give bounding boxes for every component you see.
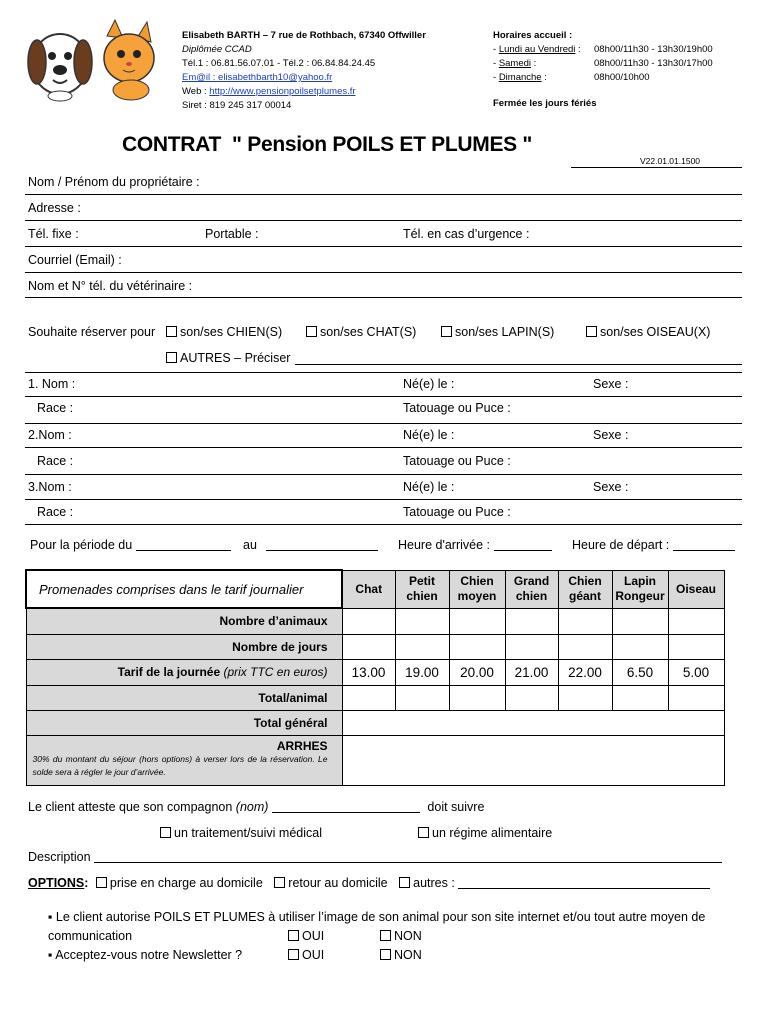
period-from-input[interactable] (136, 550, 231, 551)
field-line[interactable] (25, 246, 742, 247)
animal-born-label: Né(e) le : (403, 377, 455, 391)
field-line[interactable] (25, 272, 742, 273)
hours-row: - Dimanche : 08h00/10h00 (493, 72, 650, 83)
vet-label: Nom et N° tél. du vétérinaire : (28, 279, 193, 293)
row-label: Nombre de jours (26, 634, 342, 659)
field-line[interactable] (25, 474, 742, 475)
tariff-table (25, 569, 725, 786)
rate-cell: 5.00 (668, 659, 724, 685)
col-header: Chien moyen (449, 570, 505, 608)
animal-race-label: Race : (37, 454, 74, 468)
image-consent-text: ▪ Le client autorise POILS ET PLUMES à utiliser l’image de son animal pour son site internet et/ou tout autre moyen de (48, 910, 706, 924)
rate-cell: 22.00 (558, 659, 612, 685)
row-label: Total général (26, 710, 342, 735)
arrhes-cell: ARRHES 30% du montant du séjour (hors options) à verser lors de la réservation. Le solde sera à régler le jour d’arrivée. (26, 735, 342, 785)
rate-cell: 21.00 (505, 659, 558, 685)
opening-hours (493, 29, 763, 111)
col-header: Chat (342, 570, 395, 608)
animal-tattoo-label: Tatouage ou Puce : (403, 401, 511, 415)
checkbox-icon[interactable] (166, 352, 177, 363)
field-line[interactable] (25, 220, 742, 221)
animal-tattoo-label: Tatouage ou Puce : (403, 454, 511, 468)
table-row (26, 659, 724, 685)
animal-name-label: 1. Nom : (28, 377, 76, 391)
options-row: OPTIONS: prise en charge au domicile retour au domicile autres : (28, 876, 710, 890)
col-header: Lapin Rongeur (612, 570, 668, 608)
checkbox-lapin[interactable]: son/ses LAPIN(S) (441, 325, 554, 339)
col-header: Oiseau (668, 570, 724, 608)
checkbox-diet[interactable]: un régime alimentaire (418, 826, 552, 840)
checkbox-icon[interactable] (441, 326, 452, 337)
field-line[interactable] (25, 194, 742, 195)
checkbox-treatment[interactable]: un traitement/suivi médical (160, 826, 322, 840)
checkbox-newsletter-non[interactable]: NON (380, 948, 422, 962)
animal-race-label: Race : (37, 505, 74, 519)
checkbox-newsletter-oui[interactable]: OUI (288, 948, 324, 962)
rate-cell: 13.00 (342, 659, 395, 685)
image-consent-text-2: communication (48, 929, 133, 943)
autres-input-line[interactable] (295, 364, 742, 365)
period-from: Pour la période du (30, 538, 231, 552)
hours-row: - Samedi : 08h00/11h30 - 13h30/17h00 (493, 58, 713, 69)
col-header: Grand chien (505, 570, 558, 608)
logo (15, 14, 163, 102)
diploma: Diplômée CCAD (182, 44, 252, 55)
col-header: Chien géant (558, 570, 612, 608)
departure-input[interactable] (673, 550, 735, 551)
rate-cell: 6.50 (612, 659, 668, 685)
checkbox-icon[interactable] (380, 949, 391, 960)
email-link[interactable]: elisabethbarth10@yahoo.fr (218, 72, 333, 83)
checkbox-icon[interactable] (306, 326, 317, 337)
email-field-label: Courriel (Email) : (28, 253, 122, 267)
siret: Siret : 819 245 317 00014 (182, 100, 292, 111)
table-row (26, 735, 724, 785)
animal-tattoo-label: Tatouage ou Puce : (403, 505, 511, 519)
field-line[interactable] (25, 396, 742, 397)
field-line[interactable] (25, 524, 742, 525)
row-label: Total/animal (26, 685, 342, 710)
checkbox-icon[interactable] (288, 930, 299, 941)
owner-line: Elisabeth BARTH – 7 rue de Rothbach, 67340 Offwiller (182, 30, 426, 41)
arrhes-value-cell[interactable] (342, 735, 724, 785)
hours-row: - Lundi au Vendredi : 08h00/11h30 - 13h30/19h00 (493, 44, 713, 55)
checkbox-icon[interactable] (399, 877, 410, 888)
portable-label: Portable : (205, 227, 259, 241)
checkbox-image-oui[interactable]: OUI (288, 929, 324, 943)
email-label: Em@il : (182, 72, 219, 83)
total-general-cell[interactable] (342, 710, 724, 735)
table-header-label: Promenades comprises dans le tarif journalier (26, 570, 342, 608)
animal-name-label: 3.Nom : (28, 480, 72, 494)
period-to: au (243, 538, 378, 552)
version: V22.01.01.1500 (640, 156, 701, 166)
table-row (26, 685, 724, 710)
checkbox-chien[interactable]: son/ses CHIEN(S) (166, 325, 282, 339)
checkbox-image-non[interactable]: NON (380, 929, 422, 943)
field-line[interactable] (25, 447, 742, 448)
animal-race-label: Race : (37, 401, 74, 415)
animal-name-label: 2.Nom : (28, 428, 72, 442)
urgence-label: Tél. en cas d’urgence : (403, 227, 530, 241)
closed-note: Fermée les jours fériés (493, 98, 597, 109)
checkbox-icon[interactable] (166, 326, 177, 337)
hours-title: Horaires accueil : (493, 30, 573, 41)
header-contact (182, 29, 472, 113)
checkbox-icon[interactable] (96, 877, 107, 888)
checkbox-icon[interactable] (160, 827, 171, 838)
col-header: Petit chien (395, 570, 449, 608)
checkbox-icon[interactable] (274, 877, 285, 888)
description-input[interactable] (94, 862, 722, 863)
checkbox-chat[interactable]: son/ses CHAT(S) (306, 325, 416, 339)
checkbox-autres[interactable]: AUTRES – Préciser (166, 351, 290, 365)
table-row (26, 634, 724, 659)
arrival: Heure d'arrivée : (398, 538, 552, 552)
table-row (26, 608, 724, 634)
checkbox-oiseau[interactable]: son/ses OISEAU(X) (586, 325, 710, 339)
checkbox-icon[interactable] (288, 949, 299, 960)
animal-born-label: Né(e) le : (403, 428, 455, 442)
web-link[interactable]: http://www.pensionpoilsetplumes.fr (209, 86, 356, 97)
address-label: Adresse : (28, 201, 81, 215)
row-label: Tarif de la journée (prix TTC en euros) (26, 659, 342, 685)
period-to-input[interactable] (266, 550, 378, 551)
checkbox-icon[interactable] (586, 326, 597, 337)
departure: Heure de départ : (572, 538, 735, 552)
checkbox-icon[interactable] (418, 827, 429, 838)
description: Description (28, 850, 722, 864)
options-other-input[interactable] (458, 888, 710, 889)
tel-fixe-label: Tél. fixe : (28, 227, 79, 241)
table-row (26, 710, 724, 735)
field-line[interactable] (25, 297, 742, 298)
rate-cell: 20.00 (449, 659, 505, 685)
newsletter-text: ▪ Acceptez-vous notre Newsletter ? (48, 948, 243, 962)
checkbox-icon[interactable] (380, 930, 391, 941)
table-header-row (26, 570, 724, 608)
animal-sex-label: Sexe : (593, 377, 629, 391)
field-line[interactable] (25, 499, 742, 500)
phones: Tél.1 : 06.81.56.07.01 - Tél.2 : 06.84.84.24.45 (182, 58, 376, 69)
rate-cell: 19.00 (395, 659, 449, 685)
title-rule (571, 167, 742, 168)
web-label: Web : (182, 86, 210, 97)
row-label: Nombre d’animaux (26, 608, 342, 634)
divider (25, 372, 742, 373)
animal-sex-label: Sexe : (593, 480, 629, 494)
animal-sex-label: Sexe : (593, 428, 629, 442)
attest-line: Le client atteste que son compagnon (nom) doit suivre (28, 800, 485, 814)
owner-label: Nom / Prénom du propriétaire : (28, 175, 200, 189)
field-line[interactable] (25, 423, 742, 424)
page-title: CONTRAT " Pension POILS ET PLUMES " (122, 133, 533, 156)
attest-name-input[interactable] (272, 812, 420, 813)
animal-born-label: Né(e) le : (403, 480, 455, 494)
arrival-input[interactable] (494, 550, 552, 551)
reserve-label: Souhaite réserver pour (28, 325, 156, 339)
